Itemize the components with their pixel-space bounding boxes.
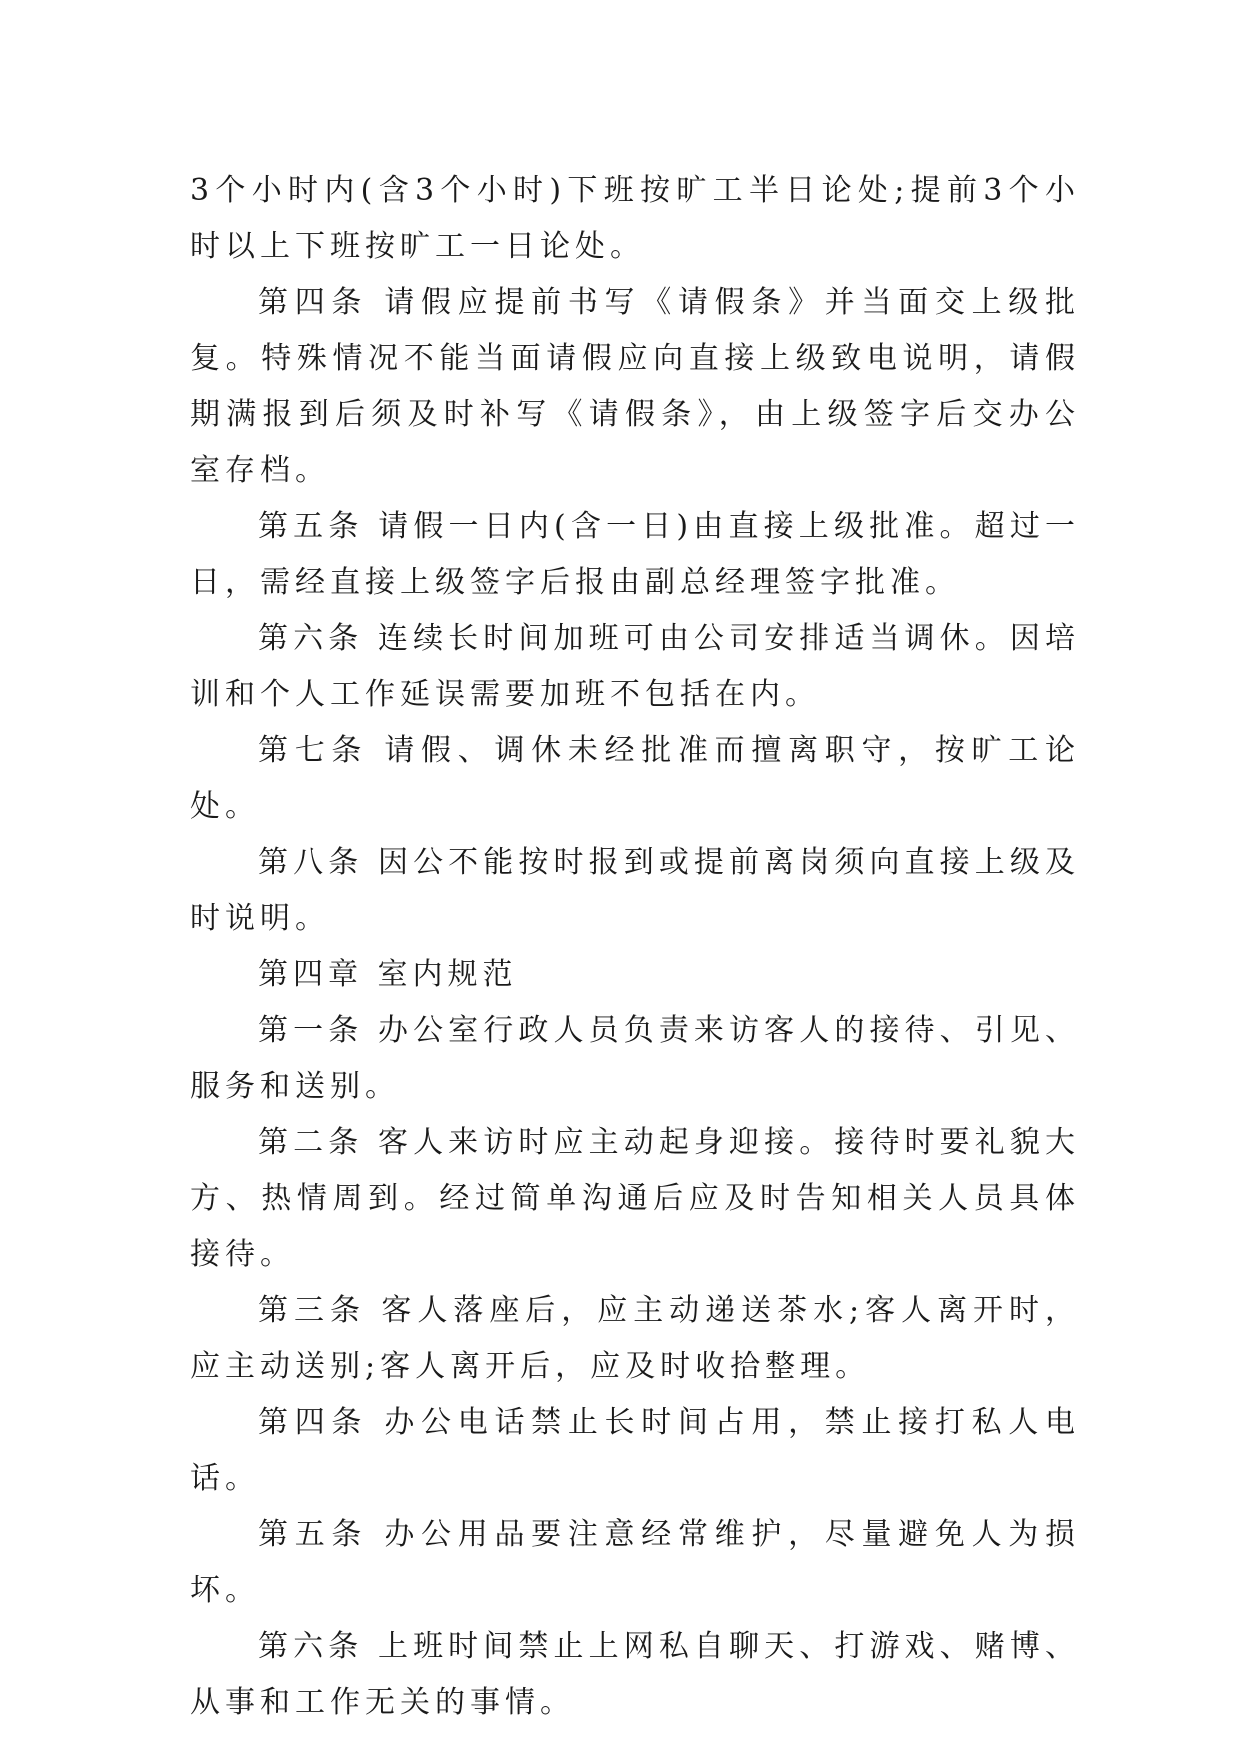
article-4-leave-request: 第四条 请假应提前书写《请假条》并当面交上级批复。特殊情况不能当面请假应向直接上级致电说明，请假期满报到后须及时补写《请假条》，由上级签字后交办公室存档。 bbox=[190, 285, 1080, 488]
paragraph-continuation: 3个小时内(含3个小时)下班按旷工半日论处;提前3个小时以上下班按旷工一日论处。 bbox=[190, 173, 1080, 264]
article-4-phone-use: 第四条 办公电话禁止长时间占用，禁止接打私人电话。 bbox=[190, 1405, 1080, 1496]
article-2-greeting: 第二条 客人来访时应主动起身迎接。接待时要礼貌大方、热情周到。经过简单沟通后应及时告知相关人员具体接待。 bbox=[190, 1125, 1080, 1272]
article-7-absence: 第七条 请假、调休未经批准而擅离职守，按旷工论处。 bbox=[190, 733, 1080, 824]
article-8-business-delay: 第八条 因公不能按时报到或提前离岗须向直接上级及时说明。 bbox=[190, 845, 1080, 936]
chapter-heading: 第四章 室内规范 bbox=[258, 957, 518, 992]
article-5-leave-approval: 第五条 请假一日内(含一日)由直接上级批准。超过一日，需经直接上级签字后报由副总经理签字批准。 bbox=[190, 509, 1080, 600]
article-6-work-hours: 第六条 上班时间禁止上网私自聊天、打游戏、赌博、从事和工作无关的事情。 bbox=[190, 1629, 1080, 1720]
article-1-reception: 第一条 办公室行政人员负责来访客人的接待、引见、服务和送别。 bbox=[190, 1013, 1080, 1104]
article-6-overtime: 第六条 连续长时间加班可由公司安排适当调休。因培训和个人工作延误需要加班不包括在内。 bbox=[190, 621, 1080, 712]
document-body bbox=[190, 163, 1080, 1731]
article-3-tea-service: 第三条 客人落座后，应主动递送茶水;客人离开时，应主动送别;客人离开后，应及时收拾整理。 bbox=[190, 1293, 1080, 1384]
article-5-supplies: 第五条 办公用品要注意经常维护，尽量避免人为损坏。 bbox=[190, 1517, 1080, 1608]
